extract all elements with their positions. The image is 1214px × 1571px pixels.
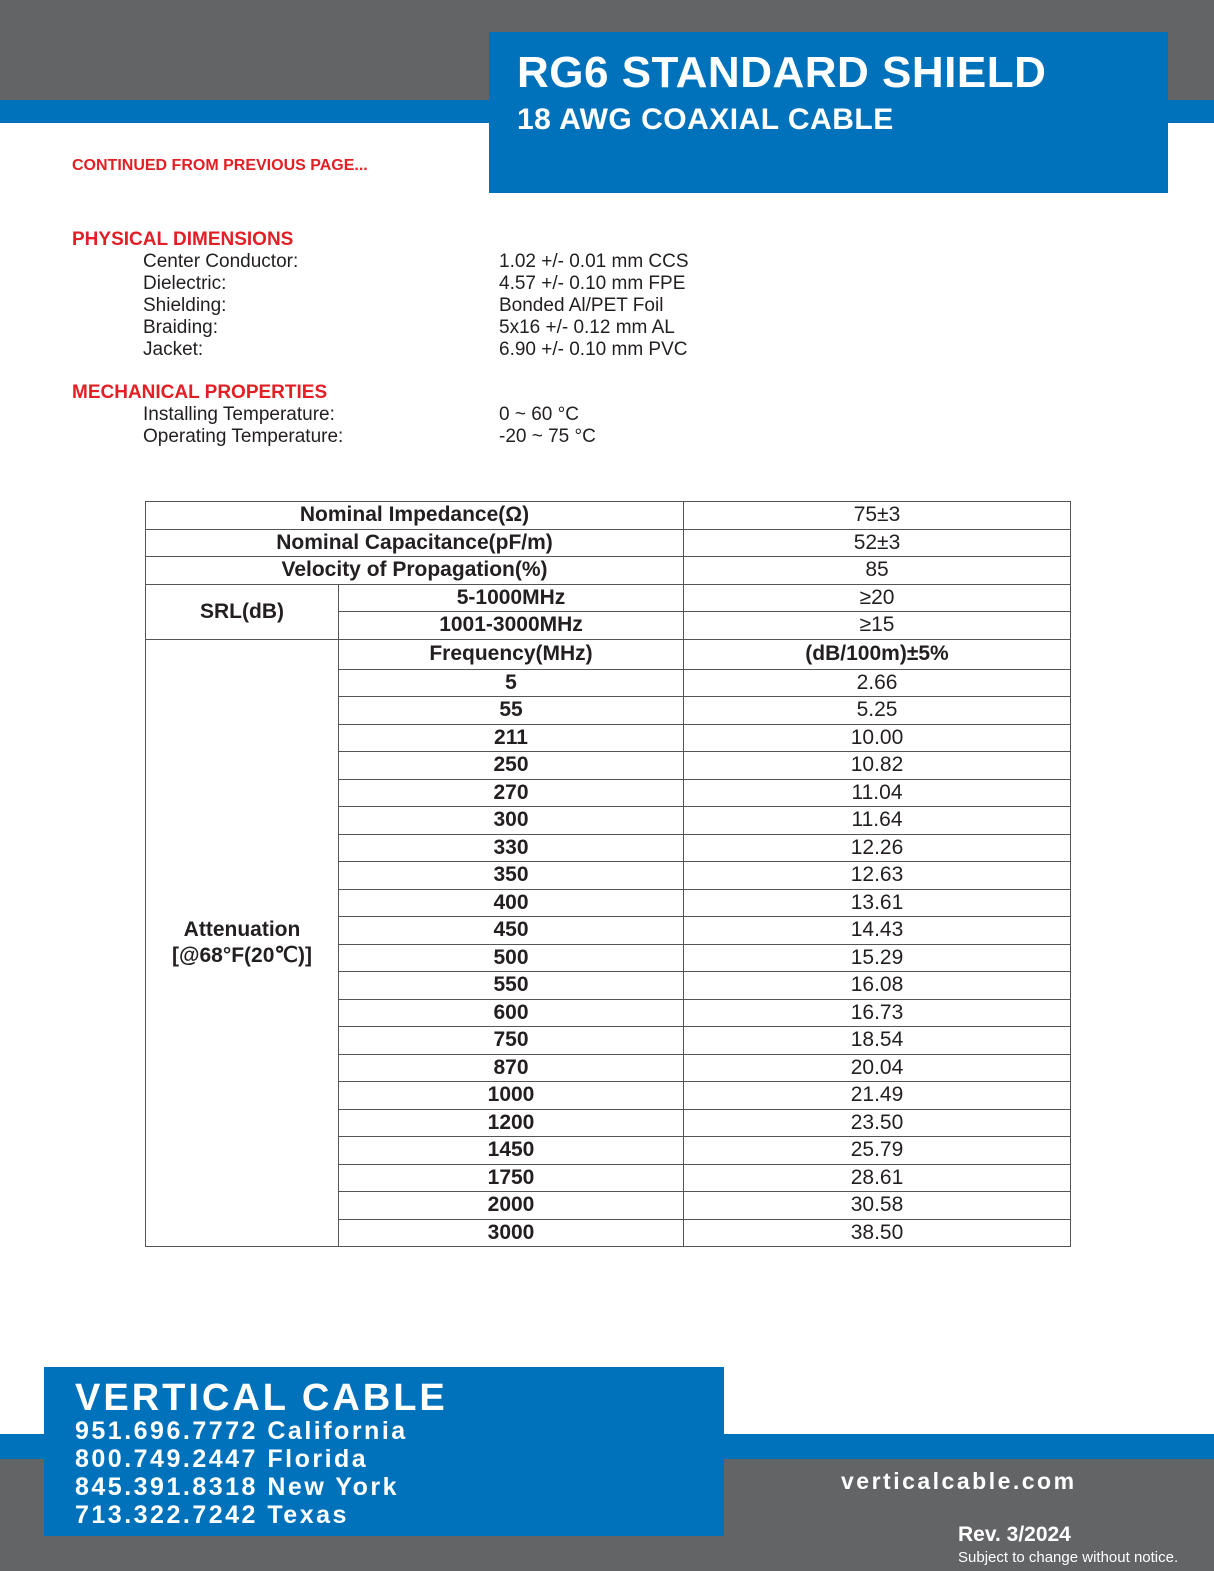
attenuation-value: 38.50: [684, 1219, 1071, 1247]
attenuation-value: 20.04: [684, 1054, 1071, 1082]
spec-row: [143, 251, 843, 273]
srl-range: 1001-3000MHz: [339, 612, 684, 640]
attenuation-value: 12.26: [684, 834, 1071, 862]
attenuation-frequency: 450: [339, 917, 684, 945]
attenuation-label-line1: Attenuation: [183, 917, 301, 941]
phone-texas: 713.322.7242 Texas: [75, 1501, 349, 1529]
phone-california: 951.696.7772 California: [75, 1417, 408, 1445]
website-link[interactable]: verticalcable.com: [841, 1468, 1077, 1494]
table-row: [146, 502, 1071, 530]
electrical-spec-table: [145, 501, 1071, 1247]
attenuation-value: 10.00: [684, 724, 1071, 752]
spec-row: [143, 339, 843, 361]
attenuation-value: 5.25: [684, 697, 1071, 725]
attenuation-frequency: 1200: [339, 1109, 684, 1137]
spec-label: Operating Temperature:: [143, 426, 344, 447]
frequency-header: Frequency(MHz): [339, 639, 684, 669]
spec-label: Dielectric:: [143, 273, 227, 294]
continued-note: CONTINUED FROM PREVIOUS PAGE...: [72, 157, 368, 174]
spec-label: Shielding:: [143, 295, 227, 316]
spec-label: Center Conductor:: [143, 251, 299, 272]
spec-row: [143, 317, 843, 339]
attenuation-frequency: 330: [339, 834, 684, 862]
attenuation-frequency: 300: [339, 807, 684, 835]
phone-florida: 800.749.2447 Florida: [75, 1445, 369, 1473]
attenuation-frequency: 350: [339, 862, 684, 890]
attenuation-frequency: 3000: [339, 1219, 684, 1247]
attenuation-value: 25.79: [684, 1137, 1071, 1165]
impedance-value: 75±3: [684, 502, 1071, 530]
change-notice: Subject to change without notice.: [958, 1549, 1179, 1566]
spec-value: 4.57 +/- 0.10 mm FPE: [499, 273, 686, 294]
physical-dimensions-title: PHYSICAL DIMENSIONS: [72, 229, 294, 250]
spec-value: 5x16 +/- 0.12 mm AL: [499, 317, 675, 338]
impedance-label: Nominal Impedance(Ω): [146, 502, 684, 530]
attenuation-value: 28.61: [684, 1164, 1071, 1192]
attenuation-value: 16.73: [684, 999, 1071, 1027]
attenuation-value: 2.66: [684, 669, 1071, 697]
srl-value: ≥15: [684, 612, 1071, 640]
attenuation-frequency: 500: [339, 944, 684, 972]
company-name: VERTICAL CABLE: [75, 1377, 448, 1419]
attenuation-value: 14.43: [684, 917, 1071, 945]
srl-label: SRL(dB): [146, 584, 339, 639]
spec-label: Jacket:: [143, 339, 204, 360]
velocity-label: Velocity of Propagation(%): [146, 557, 684, 585]
attenuation-value: 11.64: [684, 807, 1071, 835]
attenuation-value-header: (dB/100m)±5%: [684, 639, 1071, 669]
spec-value: Bonded Al/PET Foil: [499, 295, 664, 316]
spec-row: [143, 273, 843, 295]
attenuation-frequency: 55: [339, 697, 684, 725]
spec-value: 1.02 +/- 0.01 mm CCS: [499, 251, 689, 272]
attenuation-frequency: 870: [339, 1054, 684, 1082]
attenuation-value: 23.50: [684, 1109, 1071, 1137]
attenuation-value: 11.04: [684, 779, 1071, 807]
attenuation-frequency: 1450: [339, 1137, 684, 1165]
capacitance-label: Nominal Capacitance(pF/m): [146, 529, 684, 557]
table-row: [146, 639, 1071, 669]
attenuation-frequency: 270: [339, 779, 684, 807]
mechanical-properties-title: MECHANICAL PROPERTIES: [72, 382, 328, 403]
attenuation-frequency: 400: [339, 889, 684, 917]
attenuation-frequency: 1750: [339, 1164, 684, 1192]
attenuation-frequency: 250: [339, 752, 684, 780]
attenuation-value: 10.82: [684, 752, 1071, 780]
srl-value: ≥20: [684, 584, 1071, 612]
table-row: [146, 557, 1071, 585]
attenuation-frequency: 550: [339, 972, 684, 1000]
srl-range: 5-1000MHz: [339, 584, 684, 612]
spec-label: Installing Temperature:: [143, 404, 335, 425]
attenuation-value: 16.08: [684, 972, 1071, 1000]
table-row: [146, 529, 1071, 557]
spec-row: [143, 295, 843, 317]
capacitance-value: 52±3: [684, 529, 1071, 557]
velocity-value: 85: [684, 557, 1071, 585]
attenuation-value: 30.58: [684, 1192, 1071, 1220]
attenuation-frequency: 211: [339, 724, 684, 752]
table-row: [146, 584, 1071, 612]
attenuation-value: 13.61: [684, 889, 1071, 917]
spec-value: 0 ~ 60 °C: [499, 404, 579, 425]
attenuation-value: 21.49: [684, 1082, 1071, 1110]
spec-row: [143, 404, 843, 426]
revision-label: Rev. 3/2024: [958, 1523, 1071, 1546]
attenuation-label: [146, 639, 339, 1247]
phone-new-york: 845.391.8318 New York: [75, 1473, 399, 1501]
page-subtitle: 18 AWG COAXIAL CABLE: [517, 103, 894, 136]
attenuation-frequency: 5: [339, 669, 684, 697]
spec-value: 6.90 +/- 0.10 mm PVC: [499, 339, 688, 360]
attenuation-frequency: 600: [339, 999, 684, 1027]
attenuation-value: 12.63: [684, 862, 1071, 890]
page-title: RG6 STANDARD SHIELD: [517, 48, 1047, 97]
attenuation-frequency: 750: [339, 1027, 684, 1055]
attenuation-value: 18.54: [684, 1027, 1071, 1055]
attenuation-frequency: 1000: [339, 1082, 684, 1110]
spec-value: -20 ~ 75 °C: [499, 426, 596, 447]
attenuation-label-line2: [@68°F(20℃)]: [172, 943, 312, 967]
attenuation-frequency: 2000: [339, 1192, 684, 1220]
spec-row: [143, 426, 843, 448]
attenuation-value: 15.29: [684, 944, 1071, 972]
spec-label: Braiding:: [143, 317, 218, 338]
